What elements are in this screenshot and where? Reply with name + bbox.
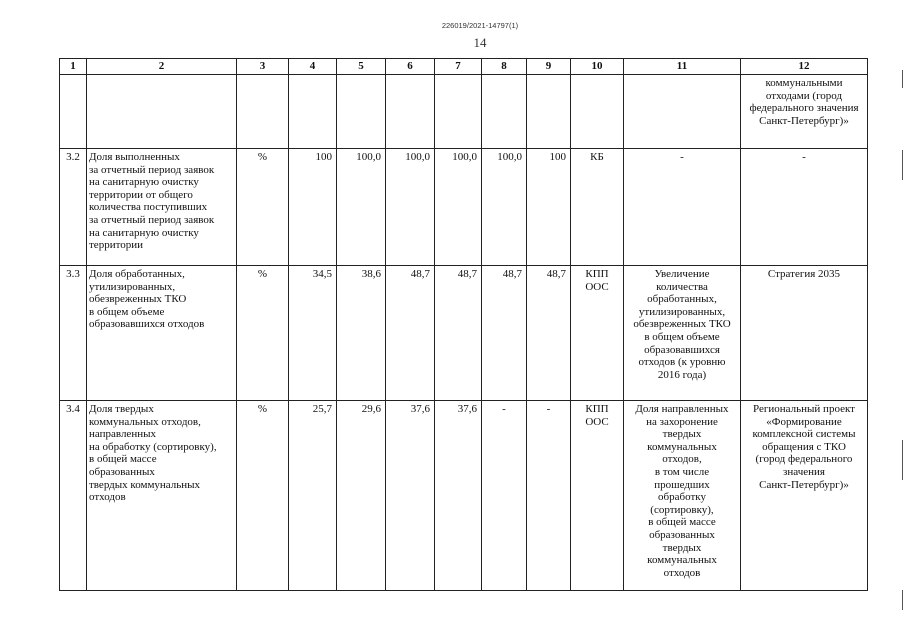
value-cell: 37,6 [386, 401, 435, 591]
value-cell: 37,6 [435, 401, 482, 591]
value-cell: - [527, 401, 571, 591]
strategy-document-cell: Региональный проект «Формирование комплексной системы обращения с ТКО (город федерального значения Санкт-Петербург)» [741, 401, 868, 591]
value-cell: 100,0 [337, 149, 386, 266]
column-header-row [60, 59, 868, 75]
description-cell: - [624, 149, 741, 266]
column-header: 11 [624, 59, 741, 75]
value-cell: 100,0 [435, 149, 482, 266]
table-row [60, 266, 868, 401]
value-cell: 34,5 [289, 266, 337, 401]
strategy-document-cell: Стратегия 2035 [741, 266, 868, 401]
continuation-row [60, 75, 868, 149]
unit-cell: % [237, 401, 289, 591]
source-cell: КБ [571, 149, 624, 266]
indicator-name: Доля твердых коммунальных отходов, направленных на обработку (сортировку), в общей массе образованных твердых коммунальных отходов [87, 401, 237, 591]
indicator-name: Доля выполненных за отчетный период заявок на санитарную очистку территории от общего количества поступивших за отчетный период заявок на санитарную очистку территории [87, 149, 237, 266]
table-cell [60, 75, 87, 149]
value-cell: 100 [289, 149, 337, 266]
column-header: 2 [87, 59, 237, 75]
source-cell: КПП ООС [571, 401, 624, 591]
table-cell [571, 75, 624, 149]
column-header: 3 [237, 59, 289, 75]
column-header: 6 [386, 59, 435, 75]
unit-cell: % [237, 266, 289, 401]
column-header: 7 [435, 59, 482, 75]
value-cell: 48,7 [482, 266, 527, 401]
value-cell: 29,6 [337, 401, 386, 591]
value-cell: 48,7 [435, 266, 482, 401]
strategy-document-cell: коммунальными отходами (город федерального значения Санкт-Петербург)» [741, 75, 868, 149]
table-row [60, 401, 868, 591]
value-cell: 38,6 [337, 266, 386, 401]
value-cell: 48,7 [386, 266, 435, 401]
strategy-document-cell: - [741, 149, 868, 266]
table-cell [624, 75, 741, 149]
description-cell: Доля направленных на захоронение твердых коммунальных отходов, в том числе прошедших обработку (сортировку), в общей массе образованных твердых коммунальных отходов [624, 401, 741, 591]
table-cell [87, 75, 237, 149]
scan-mark [902, 440, 903, 480]
scan-mark [902, 70, 903, 88]
unit-cell: % [237, 149, 289, 266]
column-header: 1 [60, 59, 87, 75]
value-cell: 25,7 [289, 401, 337, 591]
table-cell [435, 75, 482, 149]
value-cell: 100 [527, 149, 571, 266]
row-number: 3.4 [60, 401, 87, 591]
indicator-name: Доля обработанных, утилизированных, обезвреженных ТКО в общем объеме образовавшихся отходов [87, 266, 237, 401]
value-cell: 100,0 [482, 149, 527, 266]
document-id: 226019/2021-14797(1) [441, 21, 519, 30]
column-header: 12 [741, 59, 868, 75]
table-row [60, 149, 868, 266]
column-header: 4 [289, 59, 337, 75]
column-header: 10 [571, 59, 624, 75]
description-cell: Увеличение количества обработанных, утилизированных, обезвреженных ТКО в общем объеме образовавшихся отходов (к уровню 2016 года) [624, 266, 741, 401]
column-header: 8 [482, 59, 527, 75]
column-header: 9 [527, 59, 571, 75]
table-cell [337, 75, 386, 149]
table-cell [237, 75, 289, 149]
row-number: 3.3 [60, 266, 87, 401]
row-number: 3.2 [60, 149, 87, 266]
table-cell [482, 75, 527, 149]
value-cell: 48,7 [527, 266, 571, 401]
source-cell: КПП ООС [571, 266, 624, 401]
table-cell [289, 75, 337, 149]
scan-mark [902, 590, 903, 610]
indicators-table [59, 58, 868, 591]
scan-mark [902, 150, 903, 180]
table-cell [386, 75, 435, 149]
page-number: 14 [473, 35, 487, 50]
table-cell [527, 75, 571, 149]
column-header: 5 [337, 59, 386, 75]
value-cell: 100,0 [386, 149, 435, 266]
value-cell: - [482, 401, 527, 591]
